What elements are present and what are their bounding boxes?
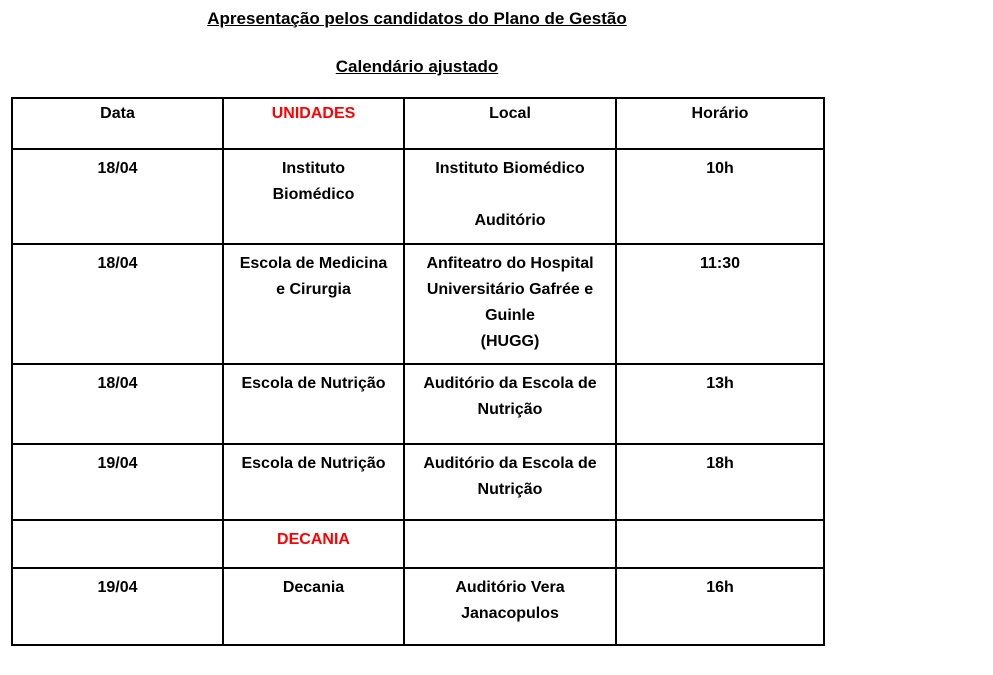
table-row [12, 149, 824, 244]
cell-line: Anfiteatro do Hospital [426, 255, 594, 272]
cell-line: Auditório [474, 212, 546, 229]
table-body [12, 149, 824, 645]
cell-line: 18/04 [97, 375, 138, 392]
cell-local [404, 520, 616, 568]
schedule-table [11, 97, 825, 646]
cell-local [404, 149, 616, 244]
cell-unidades [223, 364, 404, 444]
table-row [12, 568, 824, 645]
cell-horario [616, 149, 824, 244]
cell-horario [616, 444, 824, 520]
cell-line: Auditório da Escola de [423, 455, 597, 472]
cell-line: 18/04 [97, 255, 138, 272]
cell-line: 18h [706, 455, 734, 472]
cell-line: 11:30 [699, 255, 741, 272]
cell-line: Escola de Nutrição [241, 375, 386, 392]
page-title: Apresentação pelos candidatos do Plano de Gestão [207, 9, 627, 28]
cell-line: Universitário Gafrée e [426, 281, 594, 298]
col-header-horario: Horário [616, 98, 824, 149]
cell-line: Janacopulos [461, 605, 559, 622]
cell-unidades [223, 444, 404, 520]
cell-local [404, 244, 616, 364]
cell-line: Decania [282, 579, 345, 596]
cell-line: 18/04 [97, 160, 138, 177]
cell-line: Biomédico [272, 186, 355, 203]
cell-line: Auditório Vera [455, 579, 565, 596]
cell-line: (HUGG) [480, 333, 540, 350]
col-header-local: Local [404, 98, 616, 149]
table-row [12, 520, 824, 568]
cell-unidades [223, 520, 404, 568]
cell-line: Instituto Biomédico [435, 160, 585, 177]
cell-line: e Cirurgia [276, 281, 351, 298]
cell-local [404, 568, 616, 645]
cell-data [12, 568, 223, 645]
table-row [12, 444, 824, 520]
cell-data [12, 520, 223, 568]
cell-line: 16h [706, 579, 734, 596]
cell-line: DECANIA [277, 531, 350, 548]
cell-local [404, 444, 616, 520]
table-row [12, 244, 824, 364]
header-row [12, 98, 824, 149]
cell-data [12, 244, 223, 364]
cell-local [404, 364, 616, 444]
col-header-unidades: UNIDADES [223, 98, 404, 149]
cell-horario [616, 364, 824, 444]
cell-line: Escola de Medicina [239, 255, 388, 272]
cell-unidades [223, 149, 404, 244]
cell-horario [616, 520, 824, 568]
cell-unidades [223, 568, 404, 645]
cell-horario [616, 244, 824, 364]
cell-line: 19/04 [97, 579, 138, 596]
page-subtitle: Calendário ajustado [335, 57, 499, 76]
cell-data [12, 149, 223, 244]
cell-line: 13h [706, 375, 734, 392]
table-row [12, 364, 824, 444]
cell-line [407, 182, 613, 208]
col-header-data: Data [12, 98, 223, 149]
cell-line: Escola de Nutrição [241, 455, 386, 472]
cell-line: Guinle [485, 307, 535, 324]
cell-data [12, 364, 223, 444]
cell-line: Auditório da Escola de [423, 375, 597, 392]
table-header [12, 98, 824, 149]
cell-line: 19/04 [97, 455, 138, 472]
cell-line: 10h [706, 160, 734, 177]
cell-horario [616, 568, 824, 645]
cell-data [12, 444, 223, 520]
cell-unidades [223, 244, 404, 364]
cell-line: Nutrição [477, 481, 543, 498]
cell-line [619, 527, 821, 553]
cell-line: Instituto [281, 160, 346, 177]
cell-line: Nutrição [477, 401, 543, 418]
cell-line [15, 527, 220, 553]
